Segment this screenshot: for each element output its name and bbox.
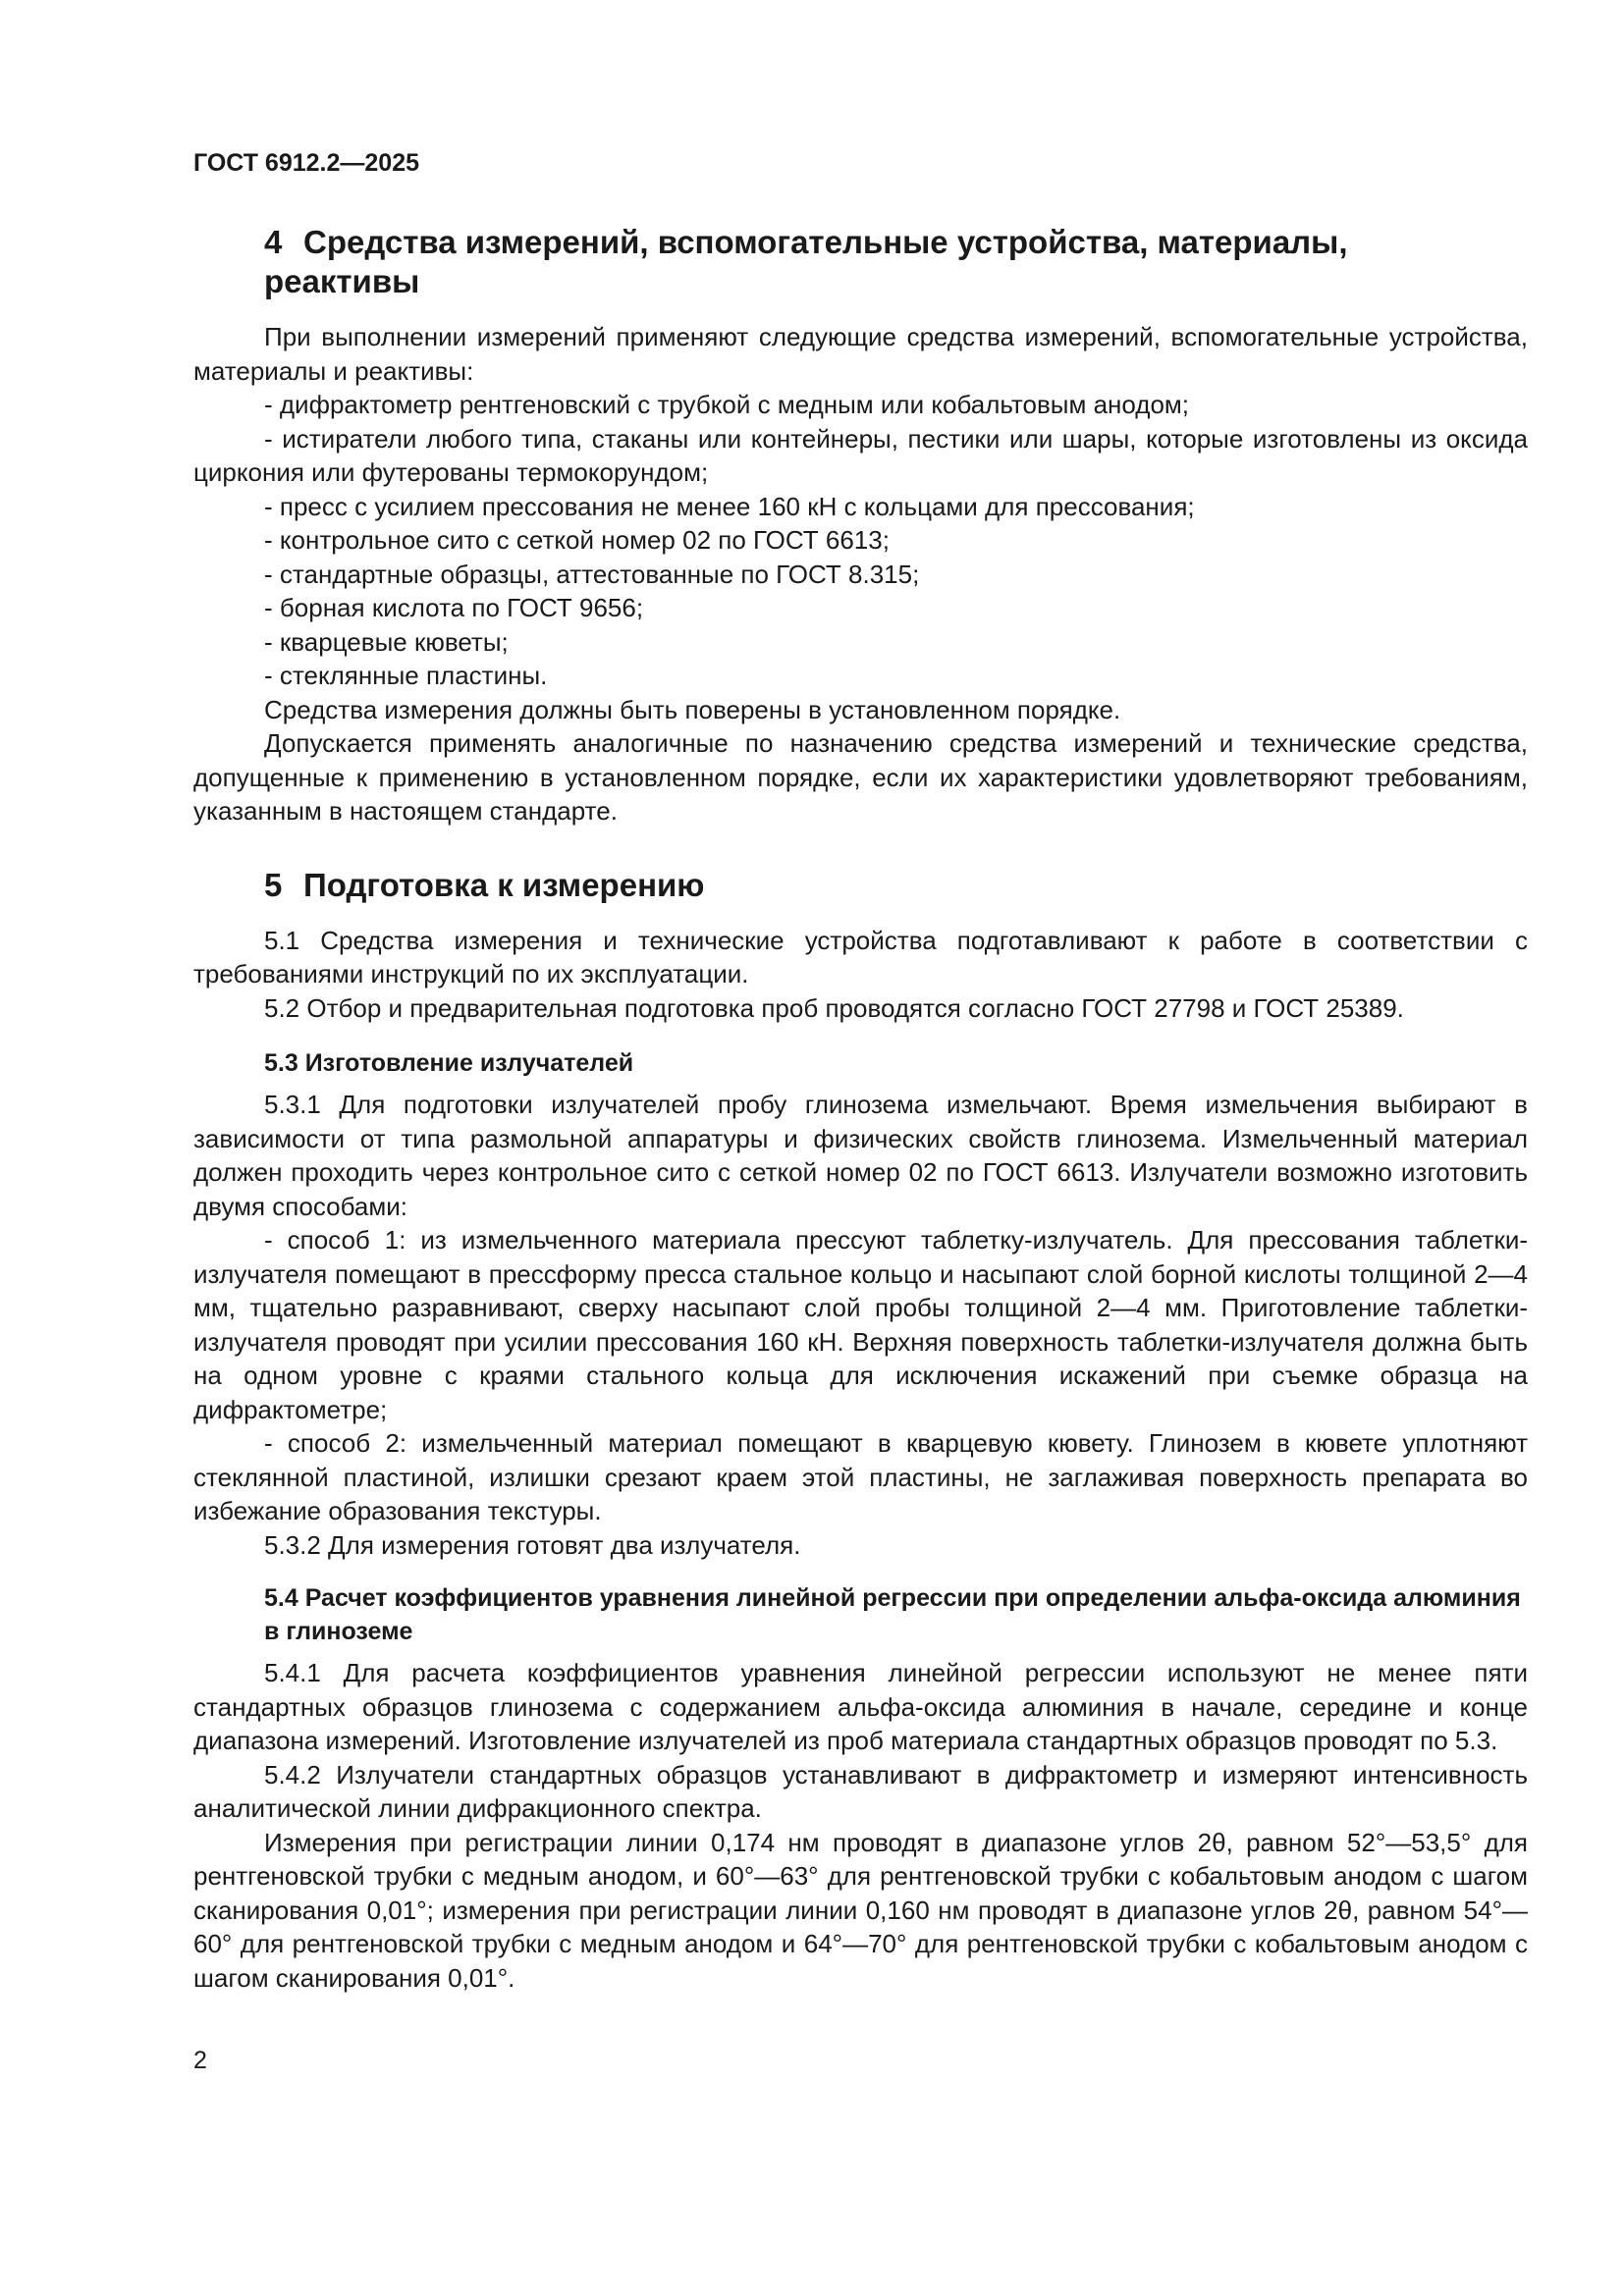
list-item: - кварцевые кюветы; — [264, 626, 509, 657]
paragraph: Измерения при регистрации линии 0,174 нм проводят в диапазоне углов 2θ, равном 52°—53,5° для рентгеновской трубки с медным анодом, и 60°—63° для рентгеновской трубки с кобальтовым анодом с шагом сканирования 0,01°; измерения при регистрации линии 0,160 нм проводят в диапазоне углов 2θ, равном 54°—60° для рентгеновской трубки с медным анодом и 64°—70° для рентгеновской трубки с кобальтовым анодом с шагом сканирования 0,01°. — [193, 1827, 1528, 1993]
subsection-5-4-heading: 5.4 Расчет коэффициентов уравнения линейной регрессии при определении альфа-оксида алюминия в глиноземе — [264, 1584, 1521, 1645]
page-content — [193, 223, 1528, 1995]
section-5-heading — [193, 866, 1528, 905]
list-item: - пресс с усилием прессования не менее 160 кН с кольцами для прессования; — [264, 491, 1195, 521]
paragraph-5-1: 5.1 Средства измерения и технические устройства подготавливают к работе в соответствии с требованиями инструкций по их эксплуатации. — [193, 925, 1528, 988]
paragraph: Средства измерения должны быть поверены в установленном порядке. — [264, 694, 1121, 724]
subsection-5-3-heading: 5.3 Изготовление излучателей — [264, 1049, 634, 1077]
list-item: - борная кислота по ГОСТ 9656; — [264, 593, 644, 622]
section-4-heading — [193, 223, 1528, 301]
list-item: - способ 1: из измельченного материала прессуют таблетку-излучатель. Для прессования таблетки-излучателя помещают в прессформу пресса стальное кольцо и насыпают слой борной кислоты толщиной 2—4 мм, тщательно разравнивают, сверху насыпают слой пробы толщиной 2—4 мм. Приготовление таблетки-излучателя проводят при усилии прессования 160 кН. Верхняя поверхность таблетки-излучателя должна быть на одном уровне с краями стального кольца для исключения искажений при съемке образца на дифрактометре; — [193, 1225, 1528, 1424]
paragraph: Допускается применять аналогичные по назначению средства измерений и технические средства, допущенные к применению в установленном порядке, если их характеристики удовлетворяют требованиям, указанным в настоящем стандарте. — [193, 728, 1528, 826]
paragraph-5-2: 5.2 Отбор и предварительная подготовка проб проводятся согласно ГОСТ 27798 и ГОСТ 25389. — [264, 992, 1404, 1023]
list-item: - истиратели любого типа, стаканы или контейнеры, пестики или шары, которые изготовлены из оксида циркония или футерованы термокорундом; — [193, 423, 1528, 487]
list-item: - способ 2: измельченный материал помещают в кварцевую кювету. Глинозем в кювете уплотняют стеклянной пластиной, излишки срезают краем этой пластины, не заглаживая поверхность препарата во избежание образования текстуры. — [193, 1428, 1528, 1525]
list-item: - стандартные образцы, аттестованные по ГОСТ 8.315; — [264, 559, 920, 589]
document-code-header: ГОСТ 6912.2—2025 — [193, 149, 420, 177]
page-number: 2 — [193, 2047, 207, 2074]
paragraph-5-4-1: 5.4.1 Для расчета коэффициентов уравнения линейной регрессии используют не менее пяти стандартных образцов глинозема с содержанием альфа-оксида алюминия в начале, середине и конце диапазона измерений. Изготовление излучателей из проб материала стандартных образцов проводят по 5.3. — [193, 1658, 1528, 1755]
section-5-number: 5 — [264, 866, 283, 903]
paragraph: При выполнении измерений применяют следующие средства измерений, вспомогательные устройства, материалы и реактивы: — [193, 322, 1528, 386]
list-item: - стеклянные пластины. — [264, 661, 548, 690]
paragraph-5-3-2: 5.3.2 Для измерения готовят два излучателя. — [264, 1529, 801, 1560]
section-4-number: 4 — [264, 224, 283, 260]
paragraph-5-3-1: 5.3.1 Для подготовки излучателей пробу глинозема измельчают. Время измельчения выбирают в зависимости от типа размольной аппаратуры и физических свойств глинозема. Измельченный материал должен проходить через контрольное сито с сеткой номер 02 по ГОСТ 6613. Излучатели возможно изготовить двумя способами: — [193, 1090, 1528, 1221]
section-5-title: Подготовка к измерению — [303, 866, 705, 903]
section-4-title-line2: реактивы — [264, 263, 420, 299]
section-4-title-text: Средства измерений, вспомогательные устройства, материалы, — [303, 224, 1348, 260]
list-item: - контрольное сито с сеткой номер 02 по ГОСТ 6613; — [264, 525, 890, 555]
paragraph-5-4-2: 5.4.2 Излучатели стандартных образцов устанавливают в дифрактометр и измеряют интенсивность аналитической линии дифракционного спектра. — [193, 1759, 1528, 1823]
section-4-title-line1 — [264, 224, 1348, 260]
list-item: - дифрактометр рентгеновский с трубкой с медным или кобальтовым анодом; — [264, 390, 1190, 419]
